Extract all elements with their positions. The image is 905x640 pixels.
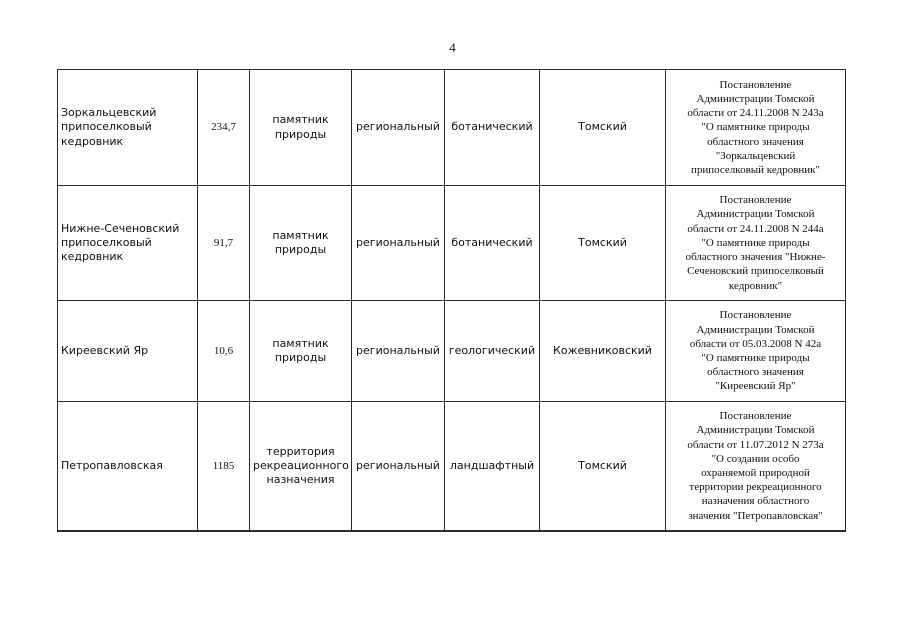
document-line: кедровник" bbox=[728, 279, 783, 292]
profile-cell bbox=[445, 301, 540, 402]
document-line: "О памятнике природы bbox=[701, 236, 810, 249]
significance-cell bbox=[352, 301, 445, 402]
document-cell bbox=[666, 301, 846, 402]
document-line: области от 24.11.2008 N 243а bbox=[687, 107, 824, 120]
category-line: памятник bbox=[272, 228, 329, 242]
document-line: "О памятнике природы bbox=[701, 352, 810, 364]
document-line: "Киреевский Яр" bbox=[715, 380, 796, 393]
document-line: областного значения "Нижне- bbox=[685, 251, 826, 264]
table-row bbox=[58, 402, 846, 532]
document-cell bbox=[666, 186, 846, 301]
document-line: Постановление bbox=[719, 194, 792, 207]
category-line: природы bbox=[274, 351, 327, 364]
significance-value: региональный bbox=[356, 458, 440, 472]
category-line: назначения bbox=[266, 473, 335, 487]
document-line: Администрации Томской bbox=[696, 92, 815, 105]
document-line: территории рекреационного bbox=[689, 481, 822, 494]
document-line: "О создании особо bbox=[711, 452, 800, 465]
profile-value: ландшафтный bbox=[449, 458, 535, 472]
document-line: Постановление bbox=[719, 78, 792, 91]
district-value: Томский bbox=[578, 235, 627, 249]
profile-cell bbox=[445, 186, 540, 301]
significance-cell bbox=[352, 186, 445, 301]
area-value: 234,7 bbox=[211, 121, 236, 134]
document-cell bbox=[666, 70, 846, 186]
document-line: "Зоркальцевский bbox=[715, 149, 796, 162]
page-number: 4 bbox=[449, 40, 456, 55]
area-value: 91,7 bbox=[213, 236, 234, 249]
document-line: Сеченовский припоселковый bbox=[687, 265, 824, 278]
document-line: Администрации Томской bbox=[696, 424, 815, 437]
table-row bbox=[58, 301, 846, 402]
area-name-line: кедровник bbox=[61, 250, 124, 264]
category-cell bbox=[250, 70, 352, 186]
area-value: 10,6 bbox=[213, 344, 234, 357]
category-line: природы bbox=[274, 127, 327, 141]
category-line: природы bbox=[274, 243, 327, 256]
significance-value: региональный bbox=[356, 120, 440, 134]
district-cell bbox=[540, 186, 666, 301]
document-line: областного значения bbox=[707, 135, 804, 148]
category-line: памятник bbox=[272, 336, 329, 350]
table-row bbox=[58, 186, 846, 301]
area-cell bbox=[198, 301, 250, 402]
document-line: области от 05.03.2008 N 42а bbox=[689, 337, 822, 350]
profile-cell bbox=[445, 402, 540, 532]
area-cell bbox=[198, 402, 250, 532]
document-line: припоселковый кедровник" bbox=[690, 164, 821, 176]
area-value: 1185 bbox=[212, 459, 235, 472]
district-value: Томский bbox=[578, 458, 627, 472]
category-cell bbox=[250, 402, 352, 532]
district-cell bbox=[540, 70, 666, 186]
document-line: областного значения bbox=[707, 366, 804, 379]
document-cell bbox=[666, 402, 846, 532]
area-name-line: Нижне-Сеченовский bbox=[61, 221, 180, 235]
significance-value: региональный bbox=[356, 235, 440, 249]
area-name-line: припоселковый bbox=[61, 120, 152, 134]
name-cell bbox=[58, 70, 198, 186]
protected-areas-table bbox=[57, 69, 846, 532]
area-name-line: Петропавловская bbox=[61, 458, 163, 472]
document-line: назначения областного bbox=[701, 495, 810, 508]
category-line: памятник bbox=[272, 113, 329, 127]
document-line: значения "Петропавловская" bbox=[688, 509, 823, 522]
document-line: Администрации Томской bbox=[696, 323, 815, 336]
category-cell bbox=[250, 301, 352, 402]
district-value: Кожевниковский bbox=[553, 343, 652, 357]
document-line: Постановление bbox=[719, 309, 792, 322]
document-line: "О памятнике природы bbox=[701, 121, 810, 134]
document-line: охраняемой природной bbox=[701, 467, 810, 479]
district-cell bbox=[540, 301, 666, 402]
area-cell bbox=[198, 186, 250, 301]
significance-cell bbox=[352, 402, 445, 532]
area-name-line: припоселковый bbox=[61, 235, 152, 249]
profile-value: геологический bbox=[448, 343, 536, 357]
category-line: рекреационного bbox=[253, 458, 349, 472]
area-name-line: кедровник bbox=[61, 134, 124, 148]
profile-value: ботанический bbox=[451, 120, 533, 134]
district-value: Томский bbox=[578, 120, 627, 134]
category-line: территория bbox=[266, 444, 335, 458]
profile-value: ботанический bbox=[451, 235, 533, 249]
document-line: области от 24.11.2008 N 244а bbox=[687, 222, 824, 235]
document-line: области от 11.07.2012 N 273а bbox=[687, 438, 824, 451]
name-cell bbox=[58, 186, 198, 301]
profile-cell bbox=[445, 70, 540, 186]
name-cell bbox=[58, 402, 198, 532]
area-name-line: Киреевский Яр bbox=[61, 343, 149, 357]
area-name-line: Зоркальцевский bbox=[61, 106, 157, 120]
significance-cell bbox=[352, 70, 445, 186]
name-cell bbox=[58, 301, 198, 402]
table-row bbox=[58, 70, 846, 186]
area-cell bbox=[198, 70, 250, 186]
document-line: Постановление bbox=[719, 410, 792, 423]
category-cell bbox=[250, 186, 352, 301]
district-cell bbox=[540, 402, 666, 532]
significance-value: региональный bbox=[356, 343, 440, 357]
document-line: Администрации Томской bbox=[696, 208, 815, 221]
